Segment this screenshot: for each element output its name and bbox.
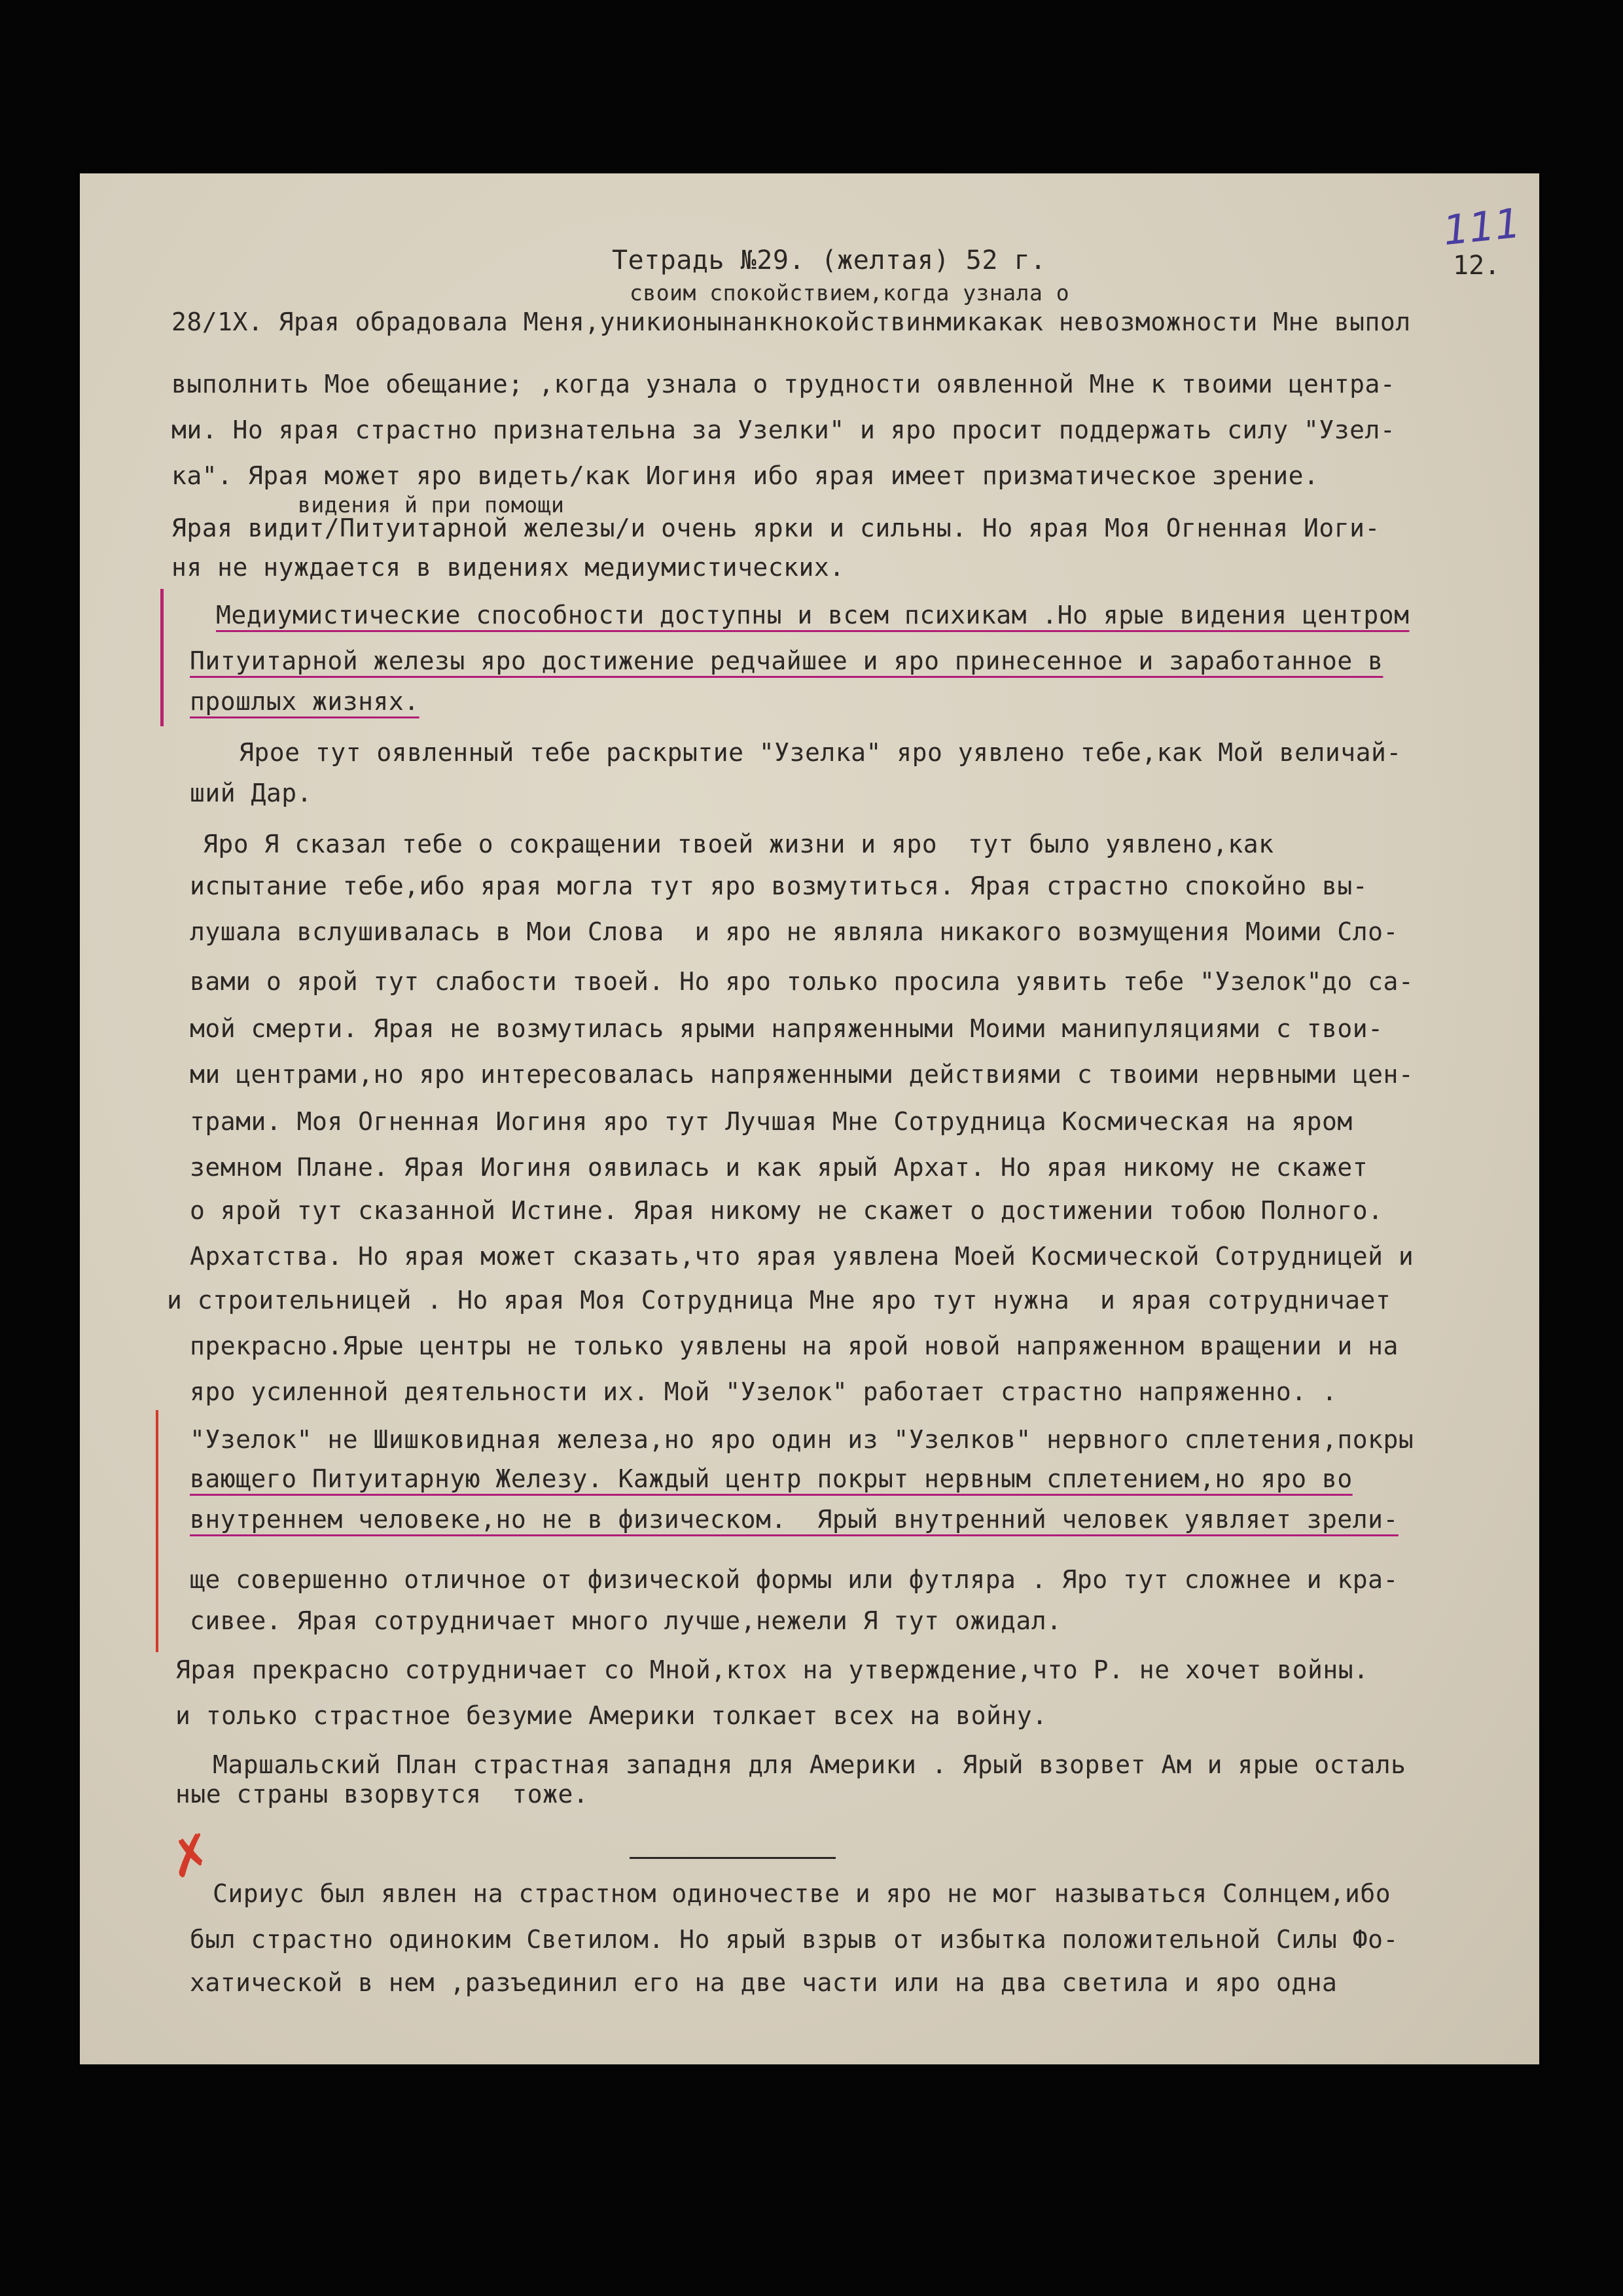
text-line: яро усиленной деятельности их. Мой "Узелок" работает страстно напряженно. . bbox=[190, 1377, 1338, 1406]
margin-cross-mark: ✗ bbox=[162, 1820, 220, 1892]
text-line: "Узелок" не Шишковидная железа,но яро один из "Узелков" нервного сплетения,покры bbox=[190, 1425, 1414, 1454]
text-line: о ярой тут сказанной Истине. Ярая никому не скажет о достижении тобою Полного. bbox=[190, 1196, 1383, 1225]
text-line: мой смерти. Ярая не возмутилась ярыми напряженными Моими манипуляциями с твои- bbox=[190, 1014, 1383, 1043]
text-line: сивее. Ярая сотрудничает много лучше,нежели Я тут ожидал. bbox=[190, 1606, 1062, 1635]
sheet-number: 12. bbox=[1453, 251, 1501, 281]
text-line: прекрасно.Ярые центры не только уявлены на ярой новой напряженном вращении и на bbox=[190, 1332, 1399, 1360]
text-line: ми центрами,но яро интересовалась напряженными действиями с твоими нервными цен- bbox=[190, 1060, 1414, 1089]
text-line: ший Дар. bbox=[190, 779, 313, 807]
text-line: Сириус был явлен на страстном одиночестве и яро не мог называться Солнцем,ибо bbox=[213, 1879, 1391, 1908]
text-line: Медиумистические способности доступны и всем психикам .Но ярые видения центром bbox=[216, 601, 1410, 629]
text-line: и только страстное безумие Америки толкает всех на войну. bbox=[175, 1701, 1048, 1730]
insert-line: видения й при помощи bbox=[298, 492, 565, 518]
text-line: внутреннем человеке,но не в физическом. Ярый внутренний человек уявляет зрели- bbox=[190, 1505, 1399, 1534]
text-line: Питуитарной железы яро достижение редчайшее и яро принесенное и заработанное в bbox=[190, 646, 1383, 675]
text-line: был страстно одиноким Светилом. Но ярый взрыв от избытка положительной Силы Фо- bbox=[190, 1925, 1399, 1954]
text-line: Архатства. Но ярая может сказать,что ярая уявлена Моей Космической Сотрудницей и bbox=[190, 1242, 1414, 1271]
text-line: прошлых жизнях. bbox=[190, 687, 419, 716]
text-line: 28/1Х. Ярая обрадовала Меня,уникионынанкнокойствинмикакак невозможности Мне выпол bbox=[171, 308, 1411, 336]
text-line: ня не нуждается в видениях медиумистических. bbox=[171, 553, 845, 582]
text-line: ные страны взорвутся тоже. bbox=[175, 1780, 589, 1809]
text-line: ми. Но ярая страстно признательна за Узелки" и яро просит поддержать силу "Узел- bbox=[171, 415, 1396, 444]
text-line: Ярая прекрасно сотрудничает со Мной,ктох на утверждение,что Р. не хочет войны. bbox=[175, 1655, 1369, 1684]
insert-line: своим спокойствием,когда узнала о bbox=[630, 280, 1070, 306]
text-line: трами. Моя Огненная Иогиня яро тут Лучшая Мне Сотрудница Космическая на яром bbox=[190, 1107, 1353, 1136]
text-line: хатической в нем ,разъединил его на две части или на два светила и яро одна bbox=[190, 1968, 1338, 1997]
text-line: выполнить Мое обещание; ,когда узнала о трудности оявленной Мне к твоими центра- bbox=[171, 370, 1396, 398]
text-line: ще совершенно отличное от физической формы или футляра . Яро тут сложнее и кра- bbox=[190, 1565, 1399, 1594]
text-line: Ярая видит/Питуитарной железы/и очень ярки и сильны. Но ярая Моя Огненная Иоги- bbox=[171, 514, 1380, 542]
margin-line bbox=[156, 1410, 158, 1652]
text-line: вающего Питуитарную Железу. Каждый центр покрыт нервным сплетением,но яро во bbox=[190, 1464, 1353, 1493]
text-line: вами о ярой тут слабости твоей. Но яро только просила уявить тебе "Узелок"до са- bbox=[190, 967, 1414, 996]
text-line: Маршальский План страстная западня для Америки . Ярый взорвет Ам и ярые осталь bbox=[213, 1750, 1406, 1779]
text-line: земном Плане. Ярая Иогиня оявилась и как ярый Архат. Но ярая никому не скажет bbox=[190, 1153, 1368, 1182]
text-line: Ярое тут оявленный тебе раскрытие "Узелка" яро уявлено тебе,как Мой величай- bbox=[239, 738, 1402, 767]
text-line: испытание тебе,ибо ярая могла тут яро возмутиться. Ярая страстно спокойно вы- bbox=[190, 872, 1368, 900]
margin-bracket bbox=[160, 589, 164, 726]
section-divider bbox=[630, 1857, 836, 1859]
page-title: Тетрадь №29. (желтая) 52 г. bbox=[612, 245, 1046, 275]
text-line: лушала вслушивалась в Мои Слова и яро не являла никакого возмущения Моими Сло- bbox=[190, 917, 1399, 946]
handwritten-page-number: 111 bbox=[1440, 199, 1523, 255]
text-line: и строительницей . Но ярая Моя Сотрудница Мне яро тут нужна и ярая сотрудничает bbox=[167, 1286, 1391, 1315]
text-line: ка". Ярая может яро видеть/как Иогиня ибо ярая имеет призматическое зрение. bbox=[171, 461, 1319, 490]
text-line: Яро Я сказал тебе о сокращении твоей жизни и яро тут было уявлено,как bbox=[203, 830, 1274, 858]
